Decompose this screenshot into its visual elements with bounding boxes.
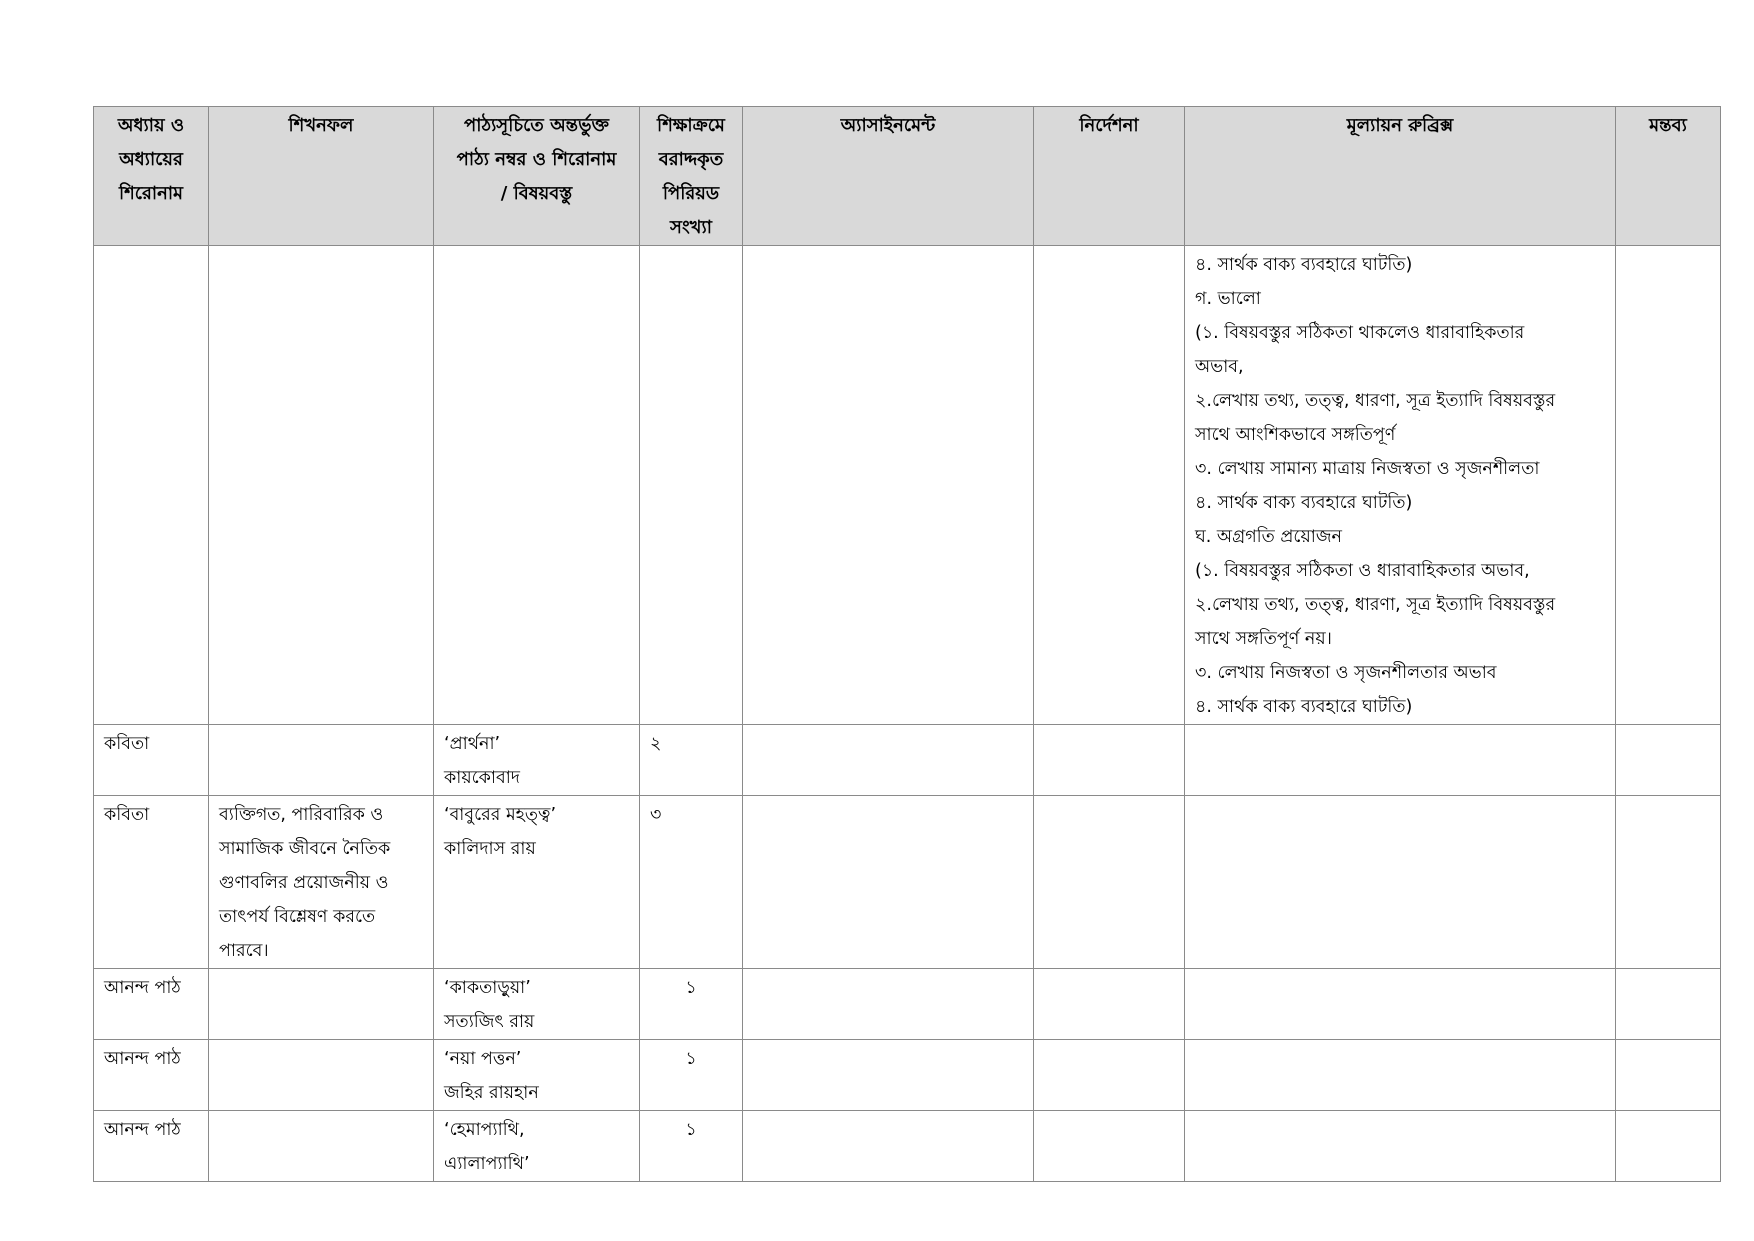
rubric-line: ৪. সার্থক বাক্য ব্যবহারে ঘাটতি): [1195, 255, 1413, 275]
cell-instructions: [1034, 1111, 1185, 1182]
cell-outcome: [209, 1111, 434, 1182]
cell-chapter: কবিতা: [94, 796, 209, 969]
rubric-line: ঘ. অগ্রগতি প্রয়োজন: [1195, 527, 1342, 547]
cell-rubric: [1185, 1040, 1616, 1111]
cell-lesson: ‘প্রার্থনা’ কায়কোবাদ: [434, 725, 640, 796]
cell-periods: [640, 246, 743, 725]
cell-periods: ৩: [640, 796, 743, 969]
cell-periods: ১: [640, 1040, 743, 1111]
header-lesson-title: পাঠ্যসূচিতে অন্তর্ভুক্ত পাঠ্য নম্বর ও শিরোনাম / বিষয়বস্তু: [434, 107, 640, 246]
header-learning-outcome: শিখনফল: [209, 107, 434, 246]
cell-lesson: [434, 246, 640, 725]
cell-instructions: [1034, 796, 1185, 969]
header-remarks: মন্তব্য: [1616, 107, 1721, 246]
cell-remarks: [1616, 246, 1721, 725]
rubric-line: (১. বিষয়বস্তুর সঠিকতা ও ধারাবাহিকতার অভাব,: [1195, 561, 1530, 581]
cell-chapter: [94, 246, 209, 725]
cell-remarks: [1616, 796, 1721, 969]
cell-assignment: [743, 246, 1034, 725]
cell-rubric: [1185, 725, 1616, 796]
cell-rubric: [1185, 1111, 1616, 1182]
cell-assignment: [743, 796, 1034, 969]
header-periods: শিক্ষাক্রমে বরাদ্দকৃত পিরিয়ড সংখ্যা: [640, 107, 743, 246]
cell-instructions: [1034, 725, 1185, 796]
cell-assignment: [743, 1040, 1034, 1111]
rubric-line: ৩. লেখায় নিজস্বতা ও সৃজনশীলতার অভাব: [1195, 663, 1497, 683]
cell-chapter: আনন্দ পাঠ: [94, 1040, 209, 1111]
header-chapter: অধ্যায় ও অধ্যায়ের শিরোনাম: [94, 107, 209, 246]
rubric-line: সাথে সঙ্গতিপূর্ণ নয়।: [1195, 629, 1332, 649]
rubric-line: ৩. লেখায় সামান্য মাত্রায় নিজস্বতা ও সৃজনশীলতা: [1195, 459, 1540, 479]
cell-outcome: ব্যক্তিগত, পারিবারিক ও সামাজিক জীবনে নৈতিক গুণাবলির প্রয়োজনীয় ও তাৎপর্য বিশ্লেষণ করতে পারবে।: [209, 796, 434, 969]
rubric-line: ২.লেখায় তথ্য, তত্ত্ব, ধারণা, সূত্র ইত্যাদি বিষয়বস্তুর: [1195, 595, 1556, 615]
cell-periods: ২: [640, 725, 743, 796]
cell-outcome: [209, 969, 434, 1040]
cell-chapter: কবিতা: [94, 725, 209, 796]
cell-assignment: [743, 969, 1034, 1040]
table-row: [94, 1111, 1721, 1182]
cell-chapter: আনন্দ পাঠ: [94, 1111, 209, 1182]
cell-assignment: [743, 1111, 1034, 1182]
rubric-line: ৪. সার্থক বাক্য ব্যবহারে ঘাটতি): [1195, 697, 1413, 717]
cell-outcome: [209, 725, 434, 796]
cell-rubric: [1185, 246, 1616, 725]
cell-rubric: [1185, 969, 1616, 1040]
cell-lesson: ‘নয়া পত্তন’ জহির রায়হান: [434, 1040, 640, 1111]
cell-instructions: [1034, 1040, 1185, 1111]
rubric-line: অভাব,: [1195, 357, 1244, 377]
cell-lesson: ‘বাবুরের মহত্ত্ব’ কালিদাস রায়: [434, 796, 640, 969]
cell-periods: ১: [640, 1111, 743, 1182]
rubric-line: ২.লেখায় তথ্য, তত্ত্ব, ধারণা, সূত্র ইত্যাদি বিষয়বস্তুর: [1195, 391, 1556, 411]
header-rubrics: মূল্যায়ন রুব্রিক্স: [1185, 107, 1616, 246]
cell-rubric: [1185, 796, 1616, 969]
cell-outcome: [209, 246, 434, 725]
rubric-line: গ. ভালো: [1195, 289, 1261, 309]
cell-assignment: [743, 725, 1034, 796]
cell-periods: ১: [640, 969, 743, 1040]
cell-chapter: আনন্দ পাঠ: [94, 969, 209, 1040]
table-row: [94, 246, 1721, 725]
header-row: [94, 107, 1721, 246]
cell-remarks: [1616, 1111, 1721, 1182]
cell-instructions: [1034, 246, 1185, 725]
table-row: [94, 725, 1721, 796]
cell-remarks: [1616, 969, 1721, 1040]
table-row: [94, 796, 1721, 969]
rubric-line: (১. বিষয়বস্তুর সঠিকতা থাকলেও ধারাবাহিকতার: [1195, 323, 1525, 343]
cell-remarks: [1616, 725, 1721, 796]
cell-outcome: [209, 1040, 434, 1111]
rubric-line: সাথে আংশিকভাবে সঙ্গতিপূর্ণ: [1195, 425, 1396, 445]
table-row: [94, 969, 1721, 1040]
table-row: [94, 1040, 1721, 1111]
cell-lesson: ‘হেমাপ্যাথি, এ্যালাপ্যাথি’: [434, 1111, 640, 1182]
header-assignment: অ্যাসাইনমেন্ট: [743, 107, 1034, 246]
cell-remarks: [1616, 1040, 1721, 1111]
cell-instructions: [1034, 969, 1185, 1040]
rubric-line: ৪. সার্থক বাক্য ব্যবহারে ঘাটতি): [1195, 493, 1413, 513]
cell-lesson: ‘কাকতাড়ুয়া’ সত্যজিৎ রায়: [434, 969, 640, 1040]
header-instructions: নির্দেশনা: [1034, 107, 1185, 246]
lesson-plan-table: [93, 106, 1721, 1182]
